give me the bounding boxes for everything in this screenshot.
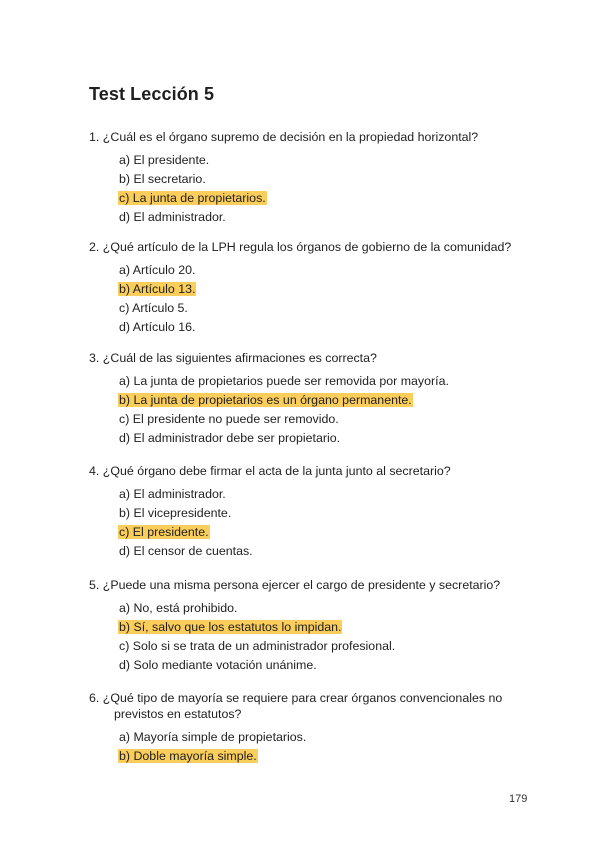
options-list — [89, 599, 539, 675]
option-b-correct[interactable]: b) Artículo 13. — [119, 282, 196, 296]
question-text: 4. ¿Qué órgano debe firmar el acta de la junta junto al secretario? — [89, 464, 451, 478]
question-5 — [89, 577, 539, 675]
question-2 — [89, 239, 539, 337]
options-list — [89, 372, 539, 448]
option-c[interactable]: c) Artículo 5. — [119, 301, 188, 315]
options-list — [89, 151, 539, 227]
question-text: 3. ¿Cuál de las siguientes afirmaciones es correcta? — [89, 351, 377, 365]
option-a[interactable]: a) Mayoría simple de propietarios. — [119, 730, 307, 744]
option-a[interactable]: a) El administrador. — [119, 487, 226, 501]
page-number: 179 — [509, 793, 528, 805]
question-6 — [89, 690, 539, 766]
option-a[interactable]: a) La junta de propietarios puede ser removida por mayoría. — [119, 374, 449, 388]
options-list — [89, 485, 539, 561]
option-c[interactable]: c) El presidente no puede ser removido. — [119, 412, 339, 426]
options-list — [89, 728, 539, 766]
page-title: Test Lección 5 — [89, 84, 215, 104]
option-c-correct[interactable]: c) El presidente. — [119, 525, 209, 539]
option-d[interactable]: d) El censor de cuentas. — [119, 544, 253, 558]
option-a[interactable]: a) El presidente. — [119, 153, 210, 167]
question-text: 2. ¿Qué artículo de la LPH regula los órganos de gobierno de la comunidad? — [89, 240, 512, 254]
option-c-correct[interactable]: c) La junta de propietarios. — [119, 191, 266, 205]
option-b-correct[interactable]: b) Sí, salvo que los estatutos lo impidan. — [119, 620, 342, 634]
option-a[interactable]: a) Artículo 20. — [119, 263, 196, 277]
question-3 — [89, 350, 539, 448]
question-text: 5. ¿Puede una misma persona ejercer el cargo de presidente y secretario? — [89, 578, 501, 592]
option-a[interactable]: a) No, está prohibido. — [119, 601, 238, 615]
option-b[interactable]: b) El secretario. — [119, 172, 206, 186]
question-text-continued: previstos en estatutos? — [114, 707, 242, 721]
option-b-correct[interactable]: b) La junta de propietarios es un órgano permanente. — [119, 393, 412, 407]
option-d[interactable]: d) El administrador. — [119, 210, 226, 224]
question-text: 1. ¿Cuál es el órgano supremo de decisión en la propiedad horizontal? — [89, 130, 479, 144]
option-c[interactable]: c) Solo si se trata de un administrador profesional. — [119, 639, 396, 653]
option-b-correct[interactable]: b) Doble mayoría simple. — [119, 749, 257, 763]
question-text: 6. ¿Qué tipo de mayoría se requiere para crear órganos convencionales no — [89, 691, 503, 705]
option-b[interactable]: b) El vicepresidente. — [119, 506, 232, 520]
option-d[interactable]: d) Artículo 16. — [119, 320, 196, 334]
option-d[interactable]: d) El administrador debe ser propietario. — [119, 431, 341, 445]
question-1 — [89, 129, 539, 227]
question-4 — [89, 463, 539, 561]
option-d[interactable]: d) Solo mediante votación unánime. — [119, 658, 317, 672]
options-list — [89, 261, 539, 337]
